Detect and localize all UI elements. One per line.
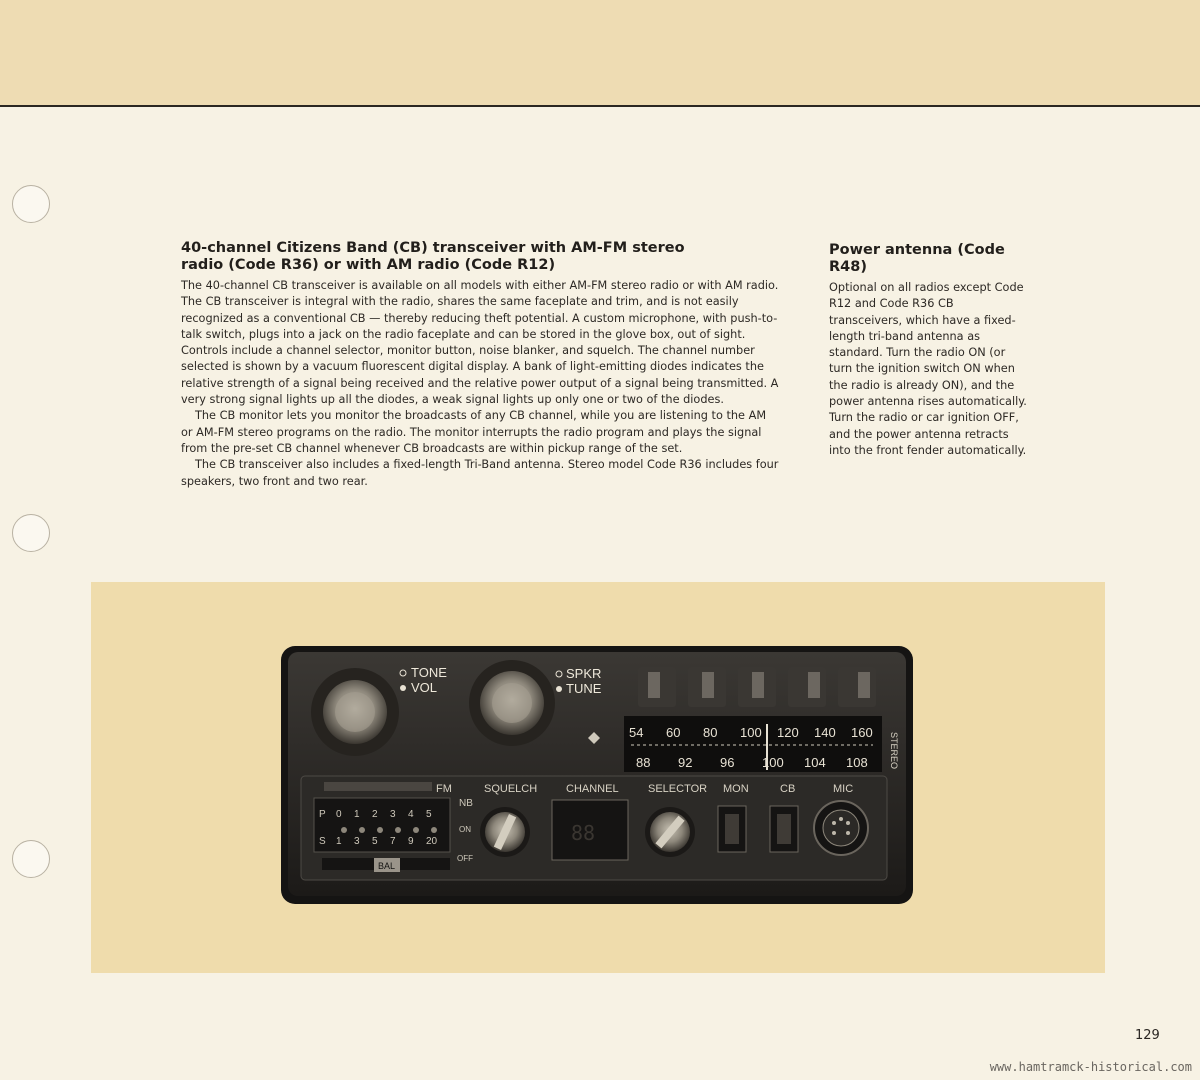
cb-button[interactable]	[770, 806, 798, 852]
preset-buttons[interactable]	[638, 667, 876, 707]
fm-label: FM	[436, 783, 452, 795]
radio-photo-panel	[91, 582, 1105, 973]
vol-label: VOL	[411, 680, 438, 695]
meter-bottom-number: 20	[426, 836, 438, 847]
stereo-indicator: STEREO	[889, 732, 899, 770]
am-scale-number: 88	[636, 755, 651, 770]
channel-digits: 88	[571, 821, 596, 845]
title-line-2: radio (Code R36) or with AM radio (Code R12)	[181, 257, 556, 273]
fm-scale-number: 160	[851, 725, 873, 740]
paragraph-3: The CB transceiver also includes a fixed-length Tri-Band antenna. Stereo model Code R36 includes four speakers, two front and two rear.	[181, 458, 779, 488]
tune-knob[interactable]	[469, 660, 555, 746]
page-number: 129	[1135, 1028, 1160, 1043]
meter-bottom-number: 7	[390, 836, 396, 847]
mic-label: MIC	[833, 783, 854, 795]
meter-p-label: P	[319, 809, 326, 820]
binder-hole	[12, 185, 50, 223]
meter-top-number: 0	[336, 809, 342, 820]
title-line-1: 40-channel Citizens Band (CB) transceiver with AM-FM stereo	[181, 240, 685, 256]
channel-label: CHANNEL	[566, 783, 619, 795]
mon-button[interactable]	[718, 806, 746, 852]
fm-scale-number: 100	[740, 725, 762, 740]
paragraph-2: The CB monitor lets you monitor the broadcasts of any CB channel, while you are listening to the AM or AM-FM stereo programs on the radio. The monitor interrupts the radio program and plays the signal from the pre-set CB channel whenever CB broadcasts are within pickup range of the set.	[181, 409, 767, 455]
meter-bottom-number: 5	[372, 836, 378, 847]
bal-label: BAL	[378, 861, 396, 871]
binder-hole	[12, 840, 50, 878]
side-body: Optional on all radios except Code R12 and Code R36 CB transceivers, which have a fixed-length tri-band antenna as standard. Turn the radio ON (or turn the ignition switch ON when the radio is already ON), and the power antenna rises automatically. Turn the radio or car ignition OFF, and the power antenna retracts into the front fender automatically.	[829, 281, 1027, 457]
tune-label: TUNE	[566, 681, 602, 696]
fm-scale-number: 60	[666, 725, 681, 740]
fm-scale-number: 140	[814, 725, 836, 740]
am-scale-number: 96	[720, 755, 735, 770]
mon-label: MON	[723, 783, 749, 795]
squelch-knob[interactable]	[480, 807, 530, 857]
fm-slider-track[interactable]	[324, 782, 432, 791]
meter-s-label: S	[319, 836, 326, 847]
fm-scale-number: 80	[703, 725, 718, 740]
channel-selector-knob[interactable]	[645, 807, 695, 857]
radio-photo	[91, 582, 1105, 973]
nb-off-label: OFF	[457, 854, 473, 863]
power-antenna-section	[829, 242, 1029, 459]
meter-top-number: 1	[354, 809, 360, 820]
cb-label: CB	[780, 783, 796, 795]
meter-bottom-number: 1	[336, 836, 342, 847]
am-scale-number: 100	[762, 755, 784, 770]
nb-label: NB	[459, 798, 473, 809]
fm-scale-number: 120	[777, 725, 799, 740]
vol-indicator	[400, 685, 406, 691]
am-scale-number: 108	[846, 755, 868, 770]
am-scale-number: 92	[678, 755, 693, 770]
header-band	[0, 0, 1200, 107]
meter-top-number: 2	[372, 809, 378, 820]
binder-hole	[12, 514, 50, 552]
spkr-label: SPKR	[566, 666, 602, 681]
am-scale-number: 104	[804, 755, 826, 770]
meter-bottom-number: 9	[408, 836, 414, 847]
paragraph-1: The 40-channel CB transceiver is available on all models with either AM-FM stereo radio or with AM radio. The CB transceiver is integral with the radio, shares the same faceplate and trim, and is not easily recognized as a conventional CB — thereby reducing theft potential. A custom microphone, with push-to-talk switch, plugs into a jack on the radio faceplate and can be stored in the glove box, out of sight. Controls include a channel selector, monitor button, noise blanker, and squelch. The channel number selected is shown by a vacuum fluorescent digital display. A bank of light-emitting diodes indicates the relative strength of a signal being received and the relative power output of a signal being transmitted. A very strong signal lights up all the diodes, a weak signal lights up only one or two of the diodes.	[181, 279, 779, 407]
meter-top-number: 3	[390, 809, 396, 820]
nb-on-label: ON	[459, 825, 471, 834]
tone-vol-knob[interactable]	[311, 668, 399, 756]
meter-bottom-number: 3	[354, 836, 360, 847]
cb-transceiver-section	[181, 240, 781, 490]
meter-top-number: 5	[426, 809, 432, 820]
side-title: Power antenna (Code R48)	[829, 242, 1005, 275]
tone-label: TONE	[411, 665, 447, 680]
squelch-label: SQUELCH	[484, 783, 538, 795]
watermark: www.hamtramck-historical.com	[989, 1060, 1192, 1074]
mic-jack[interactable]	[814, 801, 868, 855]
section-title	[181, 240, 781, 274]
fm-scale-number: 54	[629, 725, 644, 740]
meter-top-number: 4	[408, 809, 414, 820]
selector-label: SELECTOR	[648, 783, 708, 795]
tune-indicator	[556, 686, 562, 692]
